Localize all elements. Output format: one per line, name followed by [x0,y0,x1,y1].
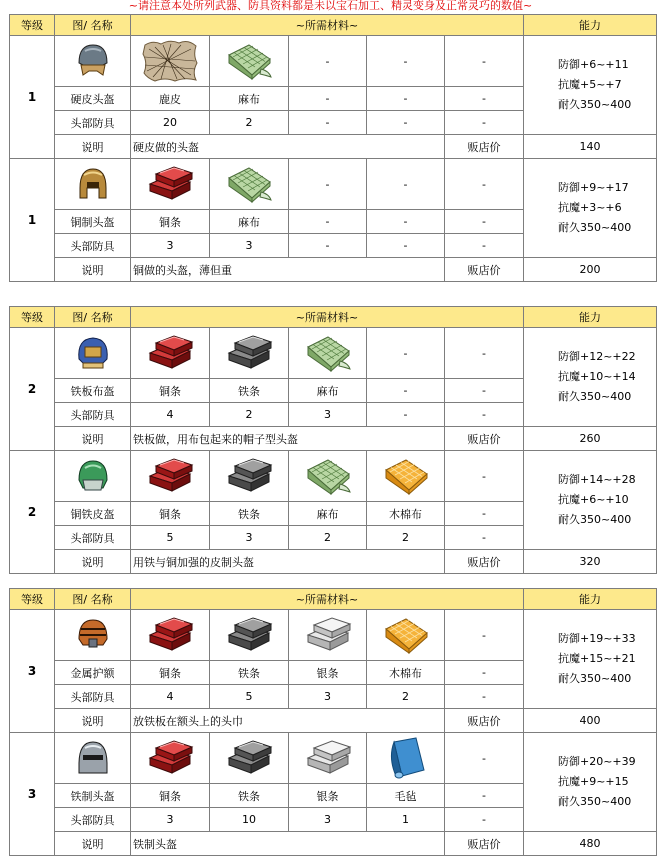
material-qty: 2 [210,111,289,135]
item-desc: 铁制头盔 [131,832,445,856]
material-qty: 3 [210,526,289,550]
header-materials: ~所需材料~ [131,15,524,36]
header-name: 图/ 名称 [55,15,131,36]
material-qty: 3 [289,808,367,832]
cotton-cloth-icon [367,456,444,496]
ability-stat: 耐久350~400 [558,390,632,403]
material-empty: - [445,36,524,87]
iron-bar-icon [210,738,288,778]
material-qty: 4 [131,403,210,427]
material-empty: - [367,159,445,210]
item-image [55,159,131,210]
header-level: 等级 [10,307,55,328]
material-qty: - [367,111,445,135]
material-name: 麻布 [289,379,367,403]
iron-bar-icon [210,333,288,373]
material-empty: - [367,36,445,87]
material-name: - [367,87,445,111]
item-type: 头部防具 [55,526,131,550]
linen-cloth-icon [289,333,366,373]
header-name: 图/ 名称 [55,589,131,610]
material-empty: - [367,328,445,379]
material-empty: - [445,210,524,234]
item-level: 3 [10,610,55,733]
material-image [131,733,210,784]
item-level: 2 [10,451,55,574]
item-name: 铁板布盔 [55,379,131,403]
copper-bar-icon [131,456,209,496]
material-name: 鹿皮 [131,87,210,111]
material-image [131,328,210,379]
material-name: 铜条 [131,210,210,234]
item-price: 260 [524,427,657,451]
iron-bar-icon [210,615,288,655]
item-name: 铜制头盔 [55,210,131,234]
item-type: 头部防具 [55,808,131,832]
material-name: - [367,379,445,403]
material-name: 铜条 [131,502,210,526]
price-label: 贩店价 [445,709,524,733]
item-name: 铜铁皮盔 [55,502,131,526]
material-name: 铁条 [210,661,289,685]
item-type: 头部防具 [55,111,131,135]
copper-bar-icon [131,738,209,778]
material-empty: - [445,808,524,832]
item-desc: 铁板做，用布包起来的帽子型头盔 [131,427,445,451]
header-ability: 能力 [524,589,657,610]
material-qty: - [367,403,445,427]
material-name: 银条 [289,784,367,808]
item-level: 1 [10,159,55,282]
ability-list [524,36,657,135]
material-name: - [289,210,367,234]
material-image [131,451,210,502]
material-empty: - [445,610,524,661]
material-empty: - [445,784,524,808]
material-qty: 5 [131,526,210,550]
material-image [131,610,210,661]
material-image [289,610,367,661]
material-empty: - [445,87,524,111]
material-empty: - [445,111,524,135]
material-image [210,451,289,502]
material-qty: 3 [210,234,289,258]
item-desc: 用铁与铜加强的皮制头盔 [131,550,445,574]
material-name: - [367,210,445,234]
ability-stat: 抗魔+9~+15 [558,775,629,788]
material-image [289,451,367,502]
material-image [367,733,445,784]
material-name: 铁条 [210,502,289,526]
item-type: 头部防具 [55,685,131,709]
header-level: 等级 [10,589,55,610]
material-qty: - [289,234,367,258]
iron-helmet-icon [55,738,130,778]
desc-label: 说明 [55,135,131,159]
material-image [210,159,289,210]
ability-stat: 耐久350~400 [558,98,632,111]
deer-hide-icon [131,39,209,83]
ability-list [524,328,657,427]
material-empty: - [445,328,524,379]
linen-cloth-icon [210,41,288,81]
material-name: 麻布 [210,87,289,111]
ability-stat: 抗魔+3~+6 [558,201,622,214]
header-ability: 能力 [524,307,657,328]
item-level: 2 [10,328,55,451]
ability-stat: 耐久350~400 [558,795,632,808]
iron-bar-icon [210,456,288,496]
material-name: 铜条 [131,661,210,685]
ability-stat: 抗魔+15~+21 [558,652,636,665]
item-image [55,328,131,379]
header-materials: ~所需材料~ [131,307,524,328]
material-qty: 5 [210,685,289,709]
item-level: 1 [10,36,55,159]
desc-label: 说明 [55,258,131,282]
item-type: 头部防具 [55,403,131,427]
item-price: 200 [524,258,657,282]
price-label: 贩店价 [445,832,524,856]
header-materials: ~所需材料~ [131,589,524,610]
material-qty: 10 [210,808,289,832]
item-image [55,451,131,502]
ability-stat: 防御+9~+17 [558,181,629,194]
copper-bar-icon [131,615,209,655]
material-image [210,733,289,784]
silver-bar-icon [289,615,366,655]
material-image [289,733,367,784]
item-name: 铁制头盔 [55,784,131,808]
material-qty: 2 [210,403,289,427]
material-empty: - [445,661,524,685]
material-qty: 4 [131,685,210,709]
item-name: 金属护额 [55,661,131,685]
material-image [210,328,289,379]
ability-stat: 抗魔+5~+7 [558,78,622,91]
item-image [55,36,131,87]
material-name: 麻布 [210,210,289,234]
leather-helmet-icon [55,41,130,81]
material-qty: 3 [131,234,210,258]
ability-list [524,733,657,832]
ability-list [524,610,657,709]
copper-helmet-icon [55,164,130,204]
ironplate-cloth-helmet-icon [55,333,130,373]
material-image [367,451,445,502]
helmet-table [9,306,657,574]
header-level: 等级 [10,15,55,36]
material-name: 毛毡 [367,784,445,808]
desc-label: 说明 [55,832,131,856]
material-empty: - [445,379,524,403]
material-name: 铜条 [131,379,210,403]
item-level: 3 [10,733,55,856]
material-empty: - [289,159,367,210]
material-qty: - [289,111,367,135]
material-empty: - [445,159,524,210]
material-qty: 3 [131,808,210,832]
price-label: 贩店价 [445,550,524,574]
ability-stat: 防御+19~+33 [558,632,636,645]
material-qty: 2 [367,526,445,550]
linen-cloth-icon [210,164,288,204]
item-desc: 硬皮做的头盔 [131,135,445,159]
item-image [55,733,131,784]
price-label: 贩店价 [445,258,524,282]
item-price: 320 [524,550,657,574]
material-name: 铁条 [210,784,289,808]
ability-list [524,451,657,550]
material-image [289,328,367,379]
material-name: 铁条 [210,379,289,403]
price-label: 贩店价 [445,135,524,159]
metal-headband-icon [55,615,130,655]
ability-stat: 防御+14~+28 [558,473,636,486]
material-qty: 1 [367,808,445,832]
material-image [131,36,210,87]
ability-stat: 防御+6~+11 [558,58,629,71]
ability-list [524,159,657,258]
item-desc: 铜做的头盔，薄但重 [131,258,445,282]
desc-label: 说明 [55,709,131,733]
material-qty: 20 [131,111,210,135]
material-name: 麻布 [289,502,367,526]
copper-bar-icon [131,164,209,204]
ability-stat: 耐久350~400 [558,221,632,234]
material-name: 铜条 [131,784,210,808]
material-qty: 2 [367,685,445,709]
header-name: 图/ 名称 [55,307,131,328]
cotton-cloth-icon [367,615,444,655]
helmet-table [9,14,657,282]
material-empty: - [445,685,524,709]
material-qty: 3 [289,403,367,427]
material-empty: - [445,526,524,550]
item-price: 480 [524,832,657,856]
material-image [210,610,289,661]
ability-stat: 抗魔+10~+14 [558,370,636,383]
material-empty: - [445,403,524,427]
material-image [210,36,289,87]
material-empty: - [445,451,524,502]
item-desc: 放铁板在额头上的头巾 [131,709,445,733]
material-empty: - [445,733,524,784]
silver-bar-icon [289,738,366,778]
material-image [131,159,210,210]
felt-roll-icon [367,736,444,780]
price-label: 贩店价 [445,427,524,451]
material-image [367,610,445,661]
item-type: 头部防具 [55,234,131,258]
item-image [55,610,131,661]
copper-iron-helmet-icon [55,456,130,496]
ability-stat: 耐久350~400 [558,513,632,526]
material-qty: 3 [289,685,367,709]
ability-stat: 耐久350~400 [558,672,632,685]
material-empty: - [289,36,367,87]
material-name: 木棉布 [367,502,445,526]
ability-stat: 防御+20~+39 [558,755,636,768]
material-name: - [289,87,367,111]
header-ability: 能力 [524,15,657,36]
desc-label: 说明 [55,427,131,451]
item-price: 400 [524,709,657,733]
material-name: 银条 [289,661,367,685]
ability-stat: 抗魔+6~+10 [558,493,629,506]
material-qty: 2 [289,526,367,550]
helmet-table [9,588,657,856]
notice-banner: ~请注意本处所列武器、防具资料都是未以宝石加工、精灵变身及正常灵巧的数值~ [128,0,533,12]
item-name: 硬皮头盔 [55,87,131,111]
copper-bar-icon [131,333,209,373]
material-empty: - [445,502,524,526]
linen-cloth-icon [289,456,366,496]
item-price: 140 [524,135,657,159]
material-name: 木棉布 [367,661,445,685]
desc-label: 说明 [55,550,131,574]
material-qty: - [367,234,445,258]
material-empty: - [445,234,524,258]
ability-stat: 防御+12~+22 [558,350,636,363]
